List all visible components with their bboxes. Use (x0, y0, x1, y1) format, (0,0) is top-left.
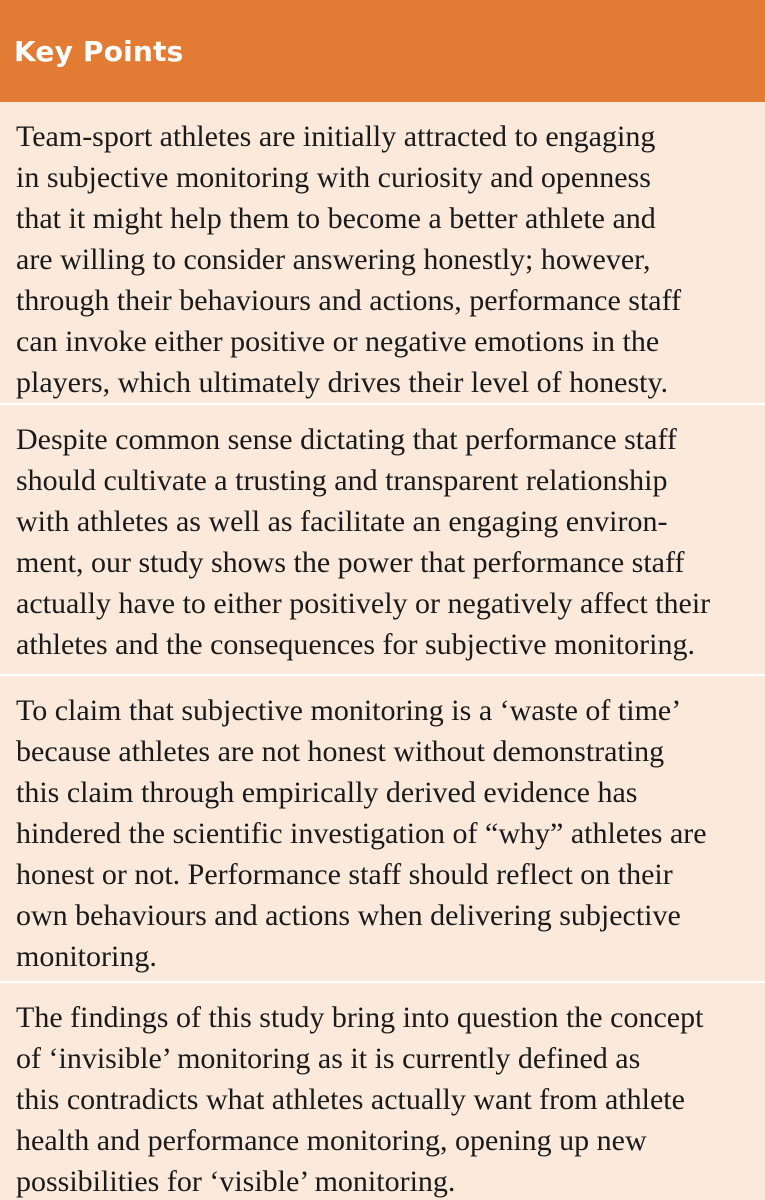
key-point-3-line: monitoring. (16, 940, 157, 973)
key-point-4 (0, 983, 765, 1200)
key-point-4-line: of ‘invisible’ monitoring as it is currently defined as (16, 1042, 641, 1075)
key-point-3-line: To claim that subjective monitoring is a ‘waste of time’ (16, 694, 682, 727)
key-point-4-line: health and performance monitoring, opening up new (16, 1124, 647, 1157)
key-point-3-line: own behaviours and actions when delivering subjective (16, 899, 681, 932)
key-point-3 (0, 676, 765, 983)
key-point-3-line: this claim through empirically derived evidence has (16, 776, 638, 809)
key-point-2-line: Despite common sense dictating that performance staff (16, 423, 677, 456)
key-point-1-line: in subjective monitoring with curiosity and openness (16, 161, 651, 194)
key-point-1-line: that it might help them to become a better athlete and (16, 202, 656, 235)
key-point-1-line: Team-sport athletes are initially attracted to engaging (16, 120, 656, 153)
key-point-3-line: because athletes are not honest without demonstrating (16, 735, 665, 768)
key-point-1-line: can invoke either positive or negative emotions in the (16, 325, 660, 358)
key-point-3-line: hindered the scientific investigation of “why” athletes are (16, 817, 707, 850)
key-point-3-line: honest or not. Performance staff should reflect on their (16, 858, 673, 891)
key-point-2-line: with athletes as well as facilitate an engaging environ- (16, 505, 668, 538)
key-point-2-line: should cultivate a trusting and transparent relationship (16, 464, 668, 497)
key-points-header (0, 0, 765, 102)
key-point-2-line: ment, our study shows the power that performance staff (16, 546, 685, 579)
key-point-1-line: are willing to consider answering honestly; however, (16, 243, 651, 276)
key-point-1-line: players, which ultimately drives their level of honesty. (16, 366, 669, 399)
key-point-2-line: actually have to either positively or negatively affect their (16, 587, 711, 620)
key-point-4-line: The findings of this study bring into question the concept (16, 1001, 704, 1034)
key-point-2 (0, 405, 765, 676)
key-point-4-line: possibilities for ‘visible’ monitoring. (16, 1165, 456, 1198)
key-point-2-line: athletes and the consequences for subjective monitoring. (16, 628, 695, 661)
key-point-1-line: through their behaviours and actions, performance staff (16, 284, 682, 317)
key-point-1 (0, 102, 765, 405)
key-points-title: Key Points (14, 34, 184, 68)
key-point-4-line: this contradicts what athletes actually want from athlete (16, 1083, 685, 1116)
